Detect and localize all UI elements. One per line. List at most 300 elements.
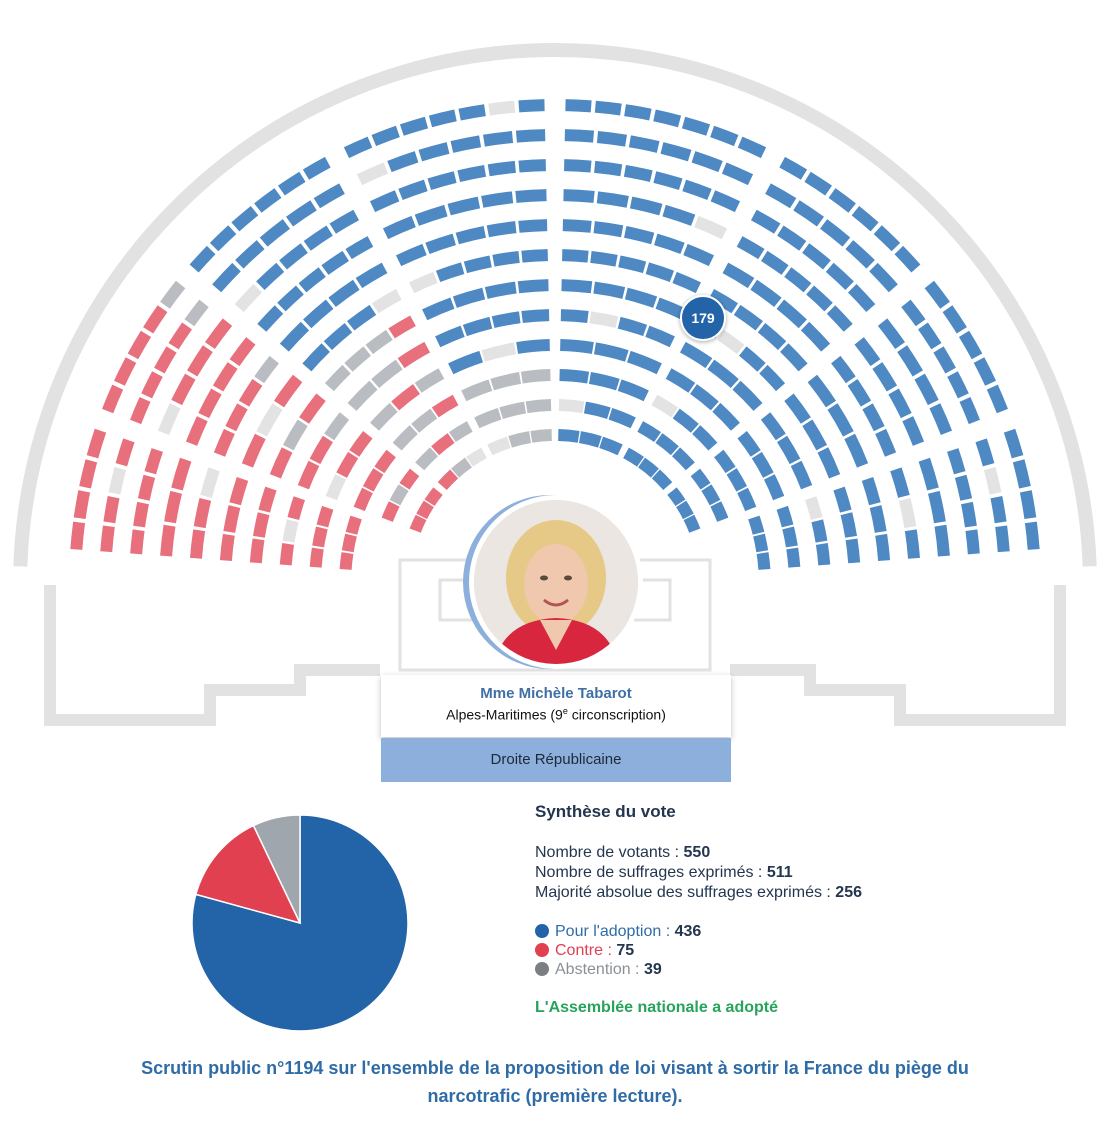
seat[interactable] [329,369,346,387]
seat[interactable] [262,309,279,327]
seat[interactable] [177,377,191,403]
seat[interactable] [782,508,787,526]
seat[interactable] [996,497,1000,522]
seat[interactable] [351,310,373,326]
seat[interactable] [822,544,824,565]
seat[interactable] [763,553,765,569]
seat[interactable] [283,248,304,265]
seat[interactable] [961,476,967,499]
seat[interactable] [737,385,758,407]
seat[interactable] [647,268,672,276]
seat[interactable] [519,225,547,227]
seat[interactable] [689,517,695,530]
seat[interactable] [979,360,991,383]
seat[interactable] [655,115,680,121]
seat[interactable] [625,110,650,114]
seat[interactable] [256,539,259,562]
seat[interactable] [836,360,851,380]
seat[interactable] [817,521,821,542]
seat[interactable] [740,142,763,153]
seat[interactable] [685,249,711,260]
seat[interactable] [1001,526,1004,551]
seat[interactable] [262,406,278,433]
seat[interactable] [789,397,806,420]
seat[interactable] [559,405,583,407]
seat[interactable] [401,347,427,363]
seat[interactable] [784,348,803,368]
seat[interactable] [759,535,762,551]
seat[interactable] [595,167,622,170]
seat[interactable] [522,375,551,378]
seat[interactable] [492,378,520,385]
seat[interactable] [764,256,785,270]
seat[interactable] [204,391,217,415]
seat[interactable] [516,195,547,197]
seat[interactable] [522,315,549,317]
seat[interactable] [762,328,783,346]
seat[interactable] [792,548,794,567]
seat[interactable] [619,261,644,267]
seat[interactable] [332,285,356,302]
seat[interactable] [218,366,233,389]
seat[interactable] [85,461,91,487]
seat[interactable] [894,391,907,415]
seat[interactable] [830,267,850,285]
seat[interactable] [307,304,329,324]
seat[interactable] [629,357,659,369]
seat[interactable] [935,406,947,433]
seat[interactable] [1010,431,1018,457]
seat[interactable] [108,387,118,411]
seat[interactable] [164,406,176,433]
seat[interactable] [174,326,187,346]
seat[interactable] [712,131,736,140]
seat[interactable] [342,455,354,475]
seat[interactable] [782,162,804,174]
seat[interactable] [561,315,588,317]
seat[interactable] [259,514,264,537]
seat[interactable] [316,548,318,567]
seat[interactable] [422,504,429,516]
seat[interactable] [908,419,919,444]
seat[interactable] [564,195,595,197]
seat[interactable] [307,348,326,368]
seat[interactable] [868,406,880,428]
seat[interactable] [807,423,821,448]
seat[interactable] [560,375,589,378]
seat[interactable] [940,526,943,556]
seat[interactable] [373,196,398,207]
seat[interactable] [992,387,1002,411]
seat[interactable] [877,366,892,389]
seat[interactable] [465,323,491,331]
seat[interactable] [768,189,793,204]
seat[interactable] [459,171,485,176]
seat[interactable] [464,385,491,396]
seat[interactable] [349,241,371,254]
seat[interactable] [451,357,481,369]
seat[interactable] [716,504,723,520]
seat[interactable] [763,369,780,387]
seat[interactable] [121,440,129,464]
seat[interactable] [417,211,446,221]
seat[interactable] [206,469,214,496]
seat[interactable] [144,476,150,499]
seat[interactable] [488,227,516,231]
seat[interactable] [788,272,808,288]
seat[interactable] [136,399,145,421]
seat[interactable] [482,197,512,202]
seat[interactable] [580,437,600,442]
seat[interactable] [139,503,143,526]
seat[interactable] [669,374,692,388]
seat[interactable] [766,416,781,437]
seat[interactable] [260,267,280,285]
seat[interactable] [896,469,904,496]
seat[interactable] [754,215,777,229]
seat[interactable] [333,215,356,229]
seat[interactable] [1026,491,1031,518]
seat[interactable] [519,165,546,166]
seat[interactable] [516,135,545,137]
seat[interactable] [133,334,146,356]
seat[interactable] [953,450,960,473]
seat[interactable] [244,382,257,403]
seat[interactable] [395,389,416,406]
seat[interactable] [811,498,817,518]
seat[interactable] [219,431,229,454]
seat[interactable] [328,328,349,346]
seat[interactable] [435,400,455,412]
seat[interactable] [159,350,171,371]
seat[interactable] [695,472,705,486]
seat[interactable] [724,168,750,180]
seat[interactable] [166,526,169,556]
seat[interactable] [290,205,314,221]
seat[interactable] [905,499,911,527]
seat[interactable] [226,535,229,561]
seat[interactable] [640,426,657,437]
seat[interactable] [563,225,591,227]
seat[interactable] [196,530,199,558]
seat[interactable] [286,544,288,565]
seat[interactable] [990,469,996,494]
seat[interactable] [562,285,592,287]
seat[interactable] [684,185,709,194]
seat[interactable] [415,517,421,530]
seat[interactable] [200,499,206,527]
seat[interactable] [788,528,792,546]
seat[interactable] [76,522,79,549]
seat[interactable] [597,197,627,202]
seat[interactable] [902,349,918,374]
seat[interactable] [359,268,385,283]
seat[interactable] [119,360,131,383]
seat[interactable] [656,239,683,248]
seat[interactable] [625,232,652,239]
seat[interactable] [824,224,847,242]
seat[interactable] [558,435,578,437]
seat[interactable] [867,479,874,504]
seat[interactable] [934,492,940,522]
seat[interactable] [402,123,427,131]
seat[interactable] [626,294,655,303]
seat[interactable] [810,290,829,307]
seat[interactable] [194,250,211,268]
seat[interactable] [484,137,513,141]
seat[interactable] [706,488,715,503]
seat[interactable] [878,230,896,247]
seat[interactable] [442,474,454,486]
seat[interactable] [235,341,251,363]
seat[interactable] [510,437,530,442]
seat[interactable] [235,211,254,227]
seat[interactable] [560,345,593,348]
seat[interactable] [493,257,519,261]
seat[interactable] [150,450,157,473]
seat[interactable] [846,514,851,537]
seat[interactable] [354,435,368,454]
seat[interactable] [399,249,425,260]
seat[interactable] [683,347,709,363]
seat[interactable] [883,322,901,345]
seat[interactable] [812,378,831,404]
seat[interactable] [823,450,835,476]
seat[interactable] [293,498,299,518]
seat[interactable] [964,334,977,356]
seat[interactable] [713,196,738,207]
seat[interactable] [375,407,394,426]
seat[interactable] [401,185,426,194]
seat[interactable] [148,309,162,331]
seat[interactable] [259,360,274,380]
seat[interactable] [806,248,827,265]
seat[interactable] [696,222,724,234]
seat[interactable] [681,504,688,516]
seat[interactable] [564,165,591,166]
seat[interactable] [415,414,434,429]
seat[interactable] [229,507,234,532]
seat[interactable] [647,331,672,342]
seat[interactable] [346,142,369,153]
seat[interactable] [716,407,735,426]
seat[interactable] [1031,522,1034,549]
seat[interactable] [281,177,302,191]
seat[interactable] [80,491,85,518]
seat[interactable] [318,528,322,546]
seat[interactable] [655,177,681,184]
seat[interactable] [192,349,208,374]
seat[interactable] [170,492,176,522]
seat[interactable] [967,503,971,526]
seat[interactable] [304,397,321,420]
seat[interactable] [275,450,287,476]
seat[interactable] [754,285,778,302]
seat[interactable] [522,255,548,257]
seat[interactable] [626,453,641,462]
seat[interactable] [420,148,448,156]
seat[interactable] [457,232,484,239]
seat[interactable] [531,435,551,437]
seat[interactable] [264,224,287,242]
seat[interactable] [938,350,950,371]
seat[interactable] [965,399,974,421]
seat[interactable] [601,442,620,450]
seat[interactable] [662,148,690,156]
seat[interactable] [906,303,921,322]
seat[interactable] [303,463,314,487]
seat[interactable] [348,351,367,367]
seat[interactable] [881,431,891,454]
seat[interactable] [832,193,852,208]
seat[interactable] [595,107,621,110]
seat[interactable] [590,378,618,385]
seat[interactable] [281,290,300,307]
seat[interactable] [565,135,594,137]
seat[interactable] [425,303,453,315]
seat[interactable] [585,408,609,414]
seat[interactable] [315,439,328,461]
seat[interactable] [757,455,769,475]
seat[interactable] [737,310,759,326]
seat[interactable] [493,317,520,322]
seat[interactable] [595,348,627,356]
seat[interactable] [696,430,713,447]
seat[interactable] [465,261,490,267]
seat[interactable] [368,471,378,488]
seat[interactable] [594,288,624,293]
seat[interactable] [953,374,964,396]
seat[interactable] [106,526,109,551]
seat[interactable] [743,490,751,508]
seat[interactable] [460,110,485,114]
seat[interactable] [656,474,668,486]
seat[interactable] [289,521,293,542]
seat[interactable] [659,438,675,451]
seat[interactable] [449,202,479,209]
seat[interactable] [375,365,399,384]
seat[interactable] [412,277,436,287]
seat[interactable] [782,439,795,461]
seat[interactable] [486,288,516,293]
seat[interactable] [452,426,469,437]
seat[interactable] [981,440,989,464]
seat[interactable] [490,442,509,450]
seat[interactable] [455,294,484,303]
seat[interactable] [369,335,389,350]
seat[interactable] [210,322,228,345]
seat[interactable] [833,406,849,433]
seat[interactable] [947,309,961,331]
seat[interactable] [359,168,385,180]
seat[interactable] [654,400,674,412]
seat[interactable] [392,321,413,334]
seat[interactable] [483,348,515,356]
seat[interactable] [420,452,434,467]
seat[interactable] [693,157,720,167]
seat[interactable] [743,351,762,367]
seat[interactable] [780,304,802,324]
seat[interactable] [331,477,340,498]
seat[interactable] [317,189,342,204]
seat[interactable] [590,317,617,322]
seat[interactable] [489,167,516,170]
seat[interactable] [114,469,120,494]
seat[interactable] [302,272,322,288]
seat[interactable] [924,460,933,489]
seat[interactable] [594,227,622,231]
seat[interactable] [418,374,441,388]
seat[interactable] [591,257,617,261]
seat[interactable] [873,267,893,288]
seat[interactable] [455,463,468,474]
seat[interactable] [805,326,826,348]
seat[interactable] [136,530,138,554]
seat[interactable] [859,341,875,363]
seat[interactable] [214,230,232,247]
seat[interactable] [92,431,100,457]
seat[interactable] [923,326,936,346]
seat[interactable] [517,345,550,348]
seat[interactable] [796,463,807,487]
seat[interactable] [322,508,327,526]
seat[interactable] [258,193,278,208]
seat[interactable] [711,365,735,384]
seat[interactable] [619,323,645,331]
seat[interactable] [719,454,731,470]
seat[interactable] [852,539,855,562]
seat[interactable] [684,123,709,131]
seat[interactable] [676,414,695,429]
seat[interactable] [346,553,348,569]
seat[interactable] [610,414,633,423]
seat[interactable] [620,385,647,396]
seat[interactable] [642,463,655,474]
seat[interactable] [625,171,651,176]
seat[interactable] [855,211,874,227]
seat[interactable] [754,517,759,533]
seat[interactable] [430,115,455,121]
seat[interactable] [732,471,742,488]
seat[interactable] [264,489,271,512]
seat[interactable] [911,530,914,558]
seat[interactable] [427,239,454,248]
seat[interactable] [876,507,881,532]
seat[interactable] [676,452,690,467]
seat[interactable] [853,382,866,403]
seat[interactable] [477,414,500,423]
seat[interactable] [470,453,485,462]
seat[interactable] [518,285,548,287]
seat[interactable] [742,435,756,454]
seat[interactable] [780,231,802,246]
seat[interactable] [192,419,203,444]
seat[interactable] [235,479,242,504]
seat[interactable] [374,131,398,140]
seat[interactable] [430,491,438,503]
seat[interactable] [438,331,463,342]
seat[interactable] [769,477,778,498]
seat[interactable] [231,406,243,428]
seat[interactable] [404,472,414,486]
seat[interactable] [675,277,699,287]
seat[interactable] [501,408,525,414]
seat[interactable] [395,488,404,503]
seat[interactable] [694,389,715,406]
seat[interactable] [971,530,973,554]
seat[interactable] [165,285,181,306]
seat[interactable] [725,268,751,283]
